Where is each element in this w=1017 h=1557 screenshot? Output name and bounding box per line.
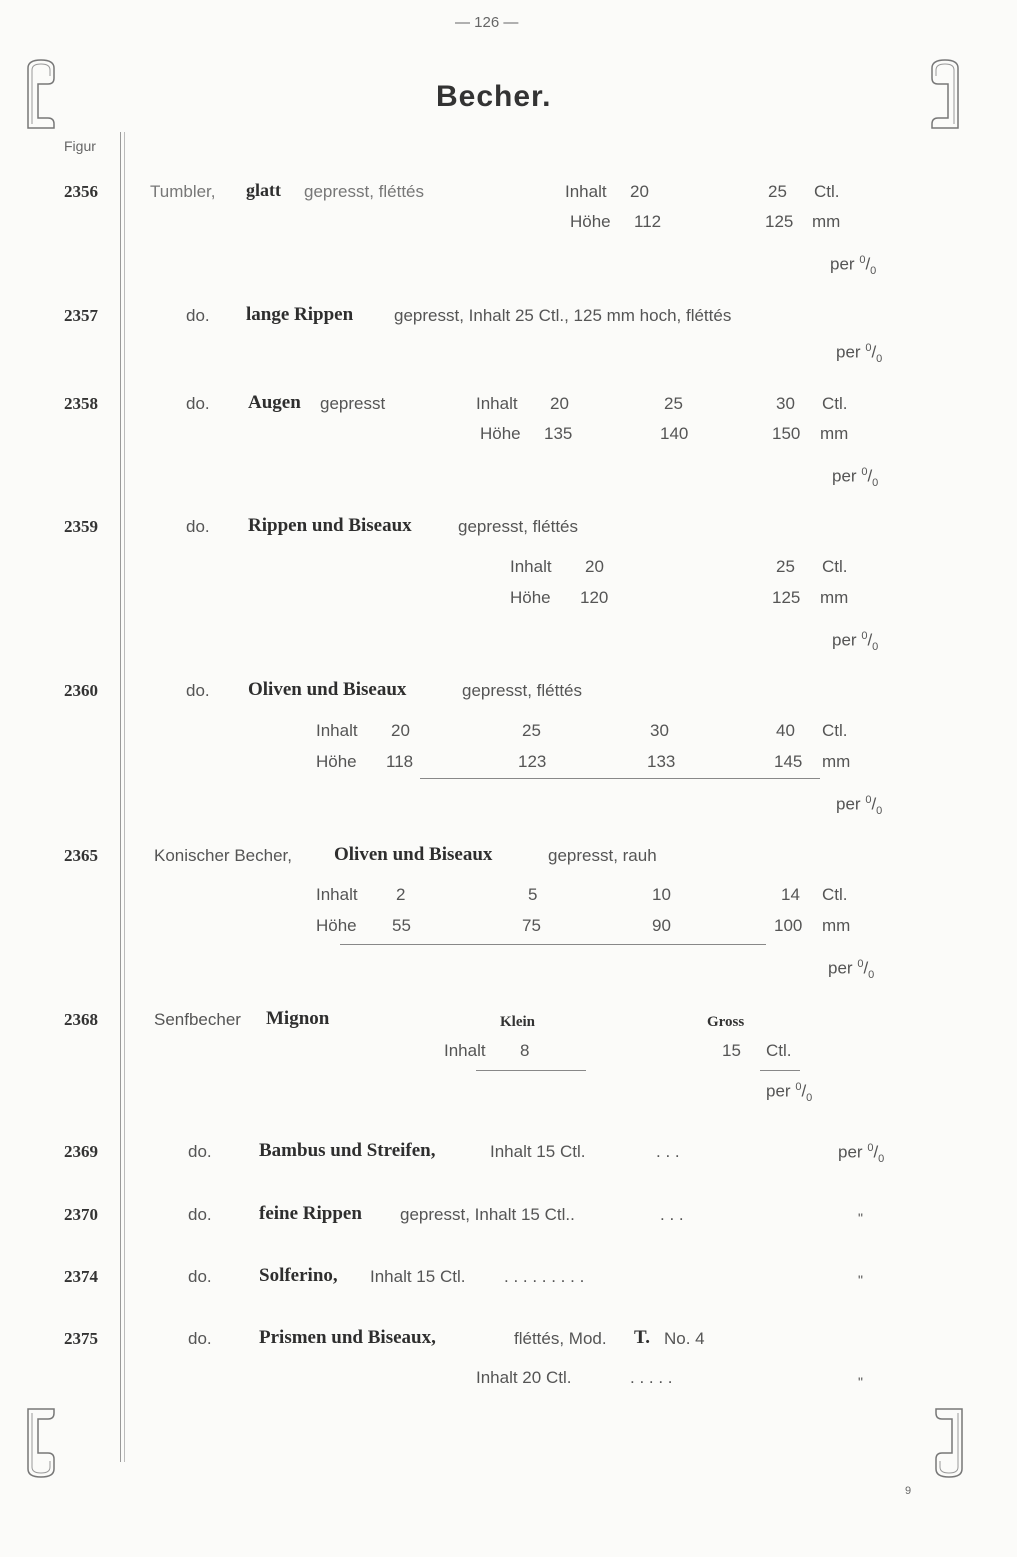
entry-description: gepresst, Inhalt 15 Ctl..: [400, 1205, 575, 1224]
hoehe-unit: mm: [822, 752, 851, 771]
entry-name: lange Rippen: [246, 304, 354, 325]
corner-ornament-icon: [932, 1405, 966, 1479]
inhalt-label: Inhalt: [565, 182, 607, 201]
inhalt-value: 20: [550, 394, 569, 413]
entry-description: Inhalt 15 Ctl.: [370, 1267, 466, 1286]
leader-dots: . . .: [660, 1205, 684, 1224]
per-label: per $^0/_0$: [832, 630, 879, 654]
footer-mark: 9: [905, 1485, 912, 1497]
entry-name: glatt: [246, 180, 281, 200]
column-divider-inner: [124, 132, 125, 1462]
per-label: per $^0/_0$: [836, 794, 883, 818]
entry-description: gepresst, fléttés: [304, 182, 425, 201]
entry-description: gepresst, fléttés: [462, 681, 583, 700]
size-gross-label: Gross: [707, 1014, 745, 1030]
hoehe-unit: mm: [820, 588, 849, 607]
model-letter: T.: [634, 1327, 651, 1348]
ditto-label: do.: [188, 1267, 212, 1286]
inhalt-value: 30: [650, 721, 669, 740]
entry-description: gepresst, Inhalt 25 Ctl., 125 mm hoch, fléttés: [394, 306, 732, 325]
inhalt-label: Inhalt: [316, 721, 358, 740]
hoehe-unit: mm: [812, 212, 841, 231]
column-divider: [120, 132, 121, 1462]
inhalt-label: Inhalt: [476, 394, 518, 413]
page-title: Becher.: [436, 80, 552, 113]
hoehe-value: 125: [772, 588, 801, 607]
corner-ornament-icon: [24, 58, 58, 132]
entry-name: Bambus und Streifen,: [259, 1140, 436, 1161]
inhalt-value: 40: [776, 721, 795, 740]
figure-number: 2369: [64, 1142, 98, 1161]
entry-name: Rippen und Biseaux: [248, 515, 412, 536]
leader-dots: . . . . .: [630, 1368, 673, 1387]
inhalt-value: 20: [585, 557, 604, 576]
per-label: per $^0/_0$: [832, 466, 879, 490]
page-number: — 126 —: [455, 14, 519, 31]
inhalt-value: 20: [391, 721, 410, 740]
hoehe-label: Höhe: [316, 916, 357, 935]
hoehe-label: Höhe: [480, 424, 521, 443]
figure-number: 2360: [64, 681, 98, 700]
inhalt-value: 25: [768, 182, 787, 201]
entry-description: gepresst: [320, 394, 386, 413]
hoehe-value: 100: [774, 916, 803, 935]
hoehe-value: 55: [392, 916, 411, 935]
entry-name: Mignon: [266, 1008, 330, 1029]
figure-number: 2358: [64, 394, 98, 413]
rule-line: [760, 1070, 800, 1071]
inhalt-value: 2: [396, 885, 406, 904]
entry-name: feine Rippen: [259, 1203, 362, 1224]
ditto-mark: ": [858, 1374, 863, 1390]
hoehe-value: 75: [522, 916, 541, 935]
entry-name: Augen: [248, 392, 301, 413]
hoehe-value: 135: [544, 424, 573, 443]
inhalt-unit: Ctl.: [822, 885, 848, 904]
inhalt-value: 30: [776, 394, 795, 413]
inhalt-unit: Ctl.: [822, 557, 848, 576]
inhalt-value: 8: [520, 1041, 530, 1060]
entry-description: gepresst, rauh: [548, 846, 657, 865]
figure-number: 2356: [64, 182, 98, 201]
per-label: per $^0/_0$: [836, 342, 883, 366]
leader-dots: . . . . . . . . .: [504, 1267, 585, 1286]
per-label: per $^0/_0$: [766, 1081, 813, 1105]
hoehe-value: 112: [634, 212, 662, 231]
hoehe-value: 120: [580, 588, 609, 607]
inhalt-unit: Ctl.: [822, 721, 848, 740]
figure-number: 2375: [64, 1329, 98, 1348]
model-number: No. 4: [664, 1329, 705, 1348]
hoehe-value: 90: [652, 916, 671, 935]
hoehe-label: Höhe: [510, 588, 551, 607]
inhalt-value: 25: [522, 721, 541, 740]
rule-line: [420, 778, 820, 779]
entry-description: gepresst, fléttés: [458, 517, 579, 536]
inhalt-value: 15: [722, 1041, 741, 1060]
inhalt-unit: Ctl.: [822, 394, 848, 413]
inhalt-value: 10: [652, 885, 671, 904]
hoehe-label: Höhe: [570, 212, 611, 231]
inhalt-label: Inhalt: [316, 885, 358, 904]
figure-number: 2368: [64, 1010, 98, 1029]
figure-number: 2357: [64, 306, 98, 325]
ditto-label: do.: [188, 1205, 212, 1224]
entry-name: Solferino,: [259, 1265, 338, 1286]
hoehe-value: 140: [660, 424, 689, 443]
ditto-label: do.: [186, 681, 210, 700]
inhalt-label: Inhalt: [510, 557, 552, 576]
ditto-label: do.: [186, 306, 210, 325]
per-label: per $^0/_0$: [828, 958, 875, 982]
per-label: per $^0/_0$: [830, 254, 877, 278]
hoehe-value: 133: [647, 752, 676, 771]
entry-prefix: Tumbler,: [150, 182, 216, 201]
entry-name: Oliven und Biseaux: [334, 844, 493, 865]
leader-dots: . . .: [656, 1142, 680, 1161]
hoehe-value: 150: [772, 424, 801, 443]
inhalt-value: 25: [664, 394, 683, 413]
inhalt-label: Inhalt: [444, 1041, 486, 1060]
hoehe-value: 123: [518, 752, 547, 771]
entry-description: Inhalt 15 Ctl.: [490, 1142, 586, 1161]
entry-description: fléttés, Mod.: [514, 1329, 607, 1348]
figure-number: 2365: [64, 846, 98, 865]
ditto-label: do.: [186, 517, 210, 536]
ditto-label: do.: [188, 1329, 212, 1348]
hoehe-value: 125: [765, 212, 794, 231]
corner-ornament-icon: [24, 1405, 58, 1479]
inhalt-value: 20: [630, 182, 649, 201]
hoehe-value: 118: [386, 752, 414, 771]
rule-line: [476, 1070, 586, 1071]
inhalt-value: 14: [781, 885, 800, 904]
inhalt-unit: Ctl.: [814, 182, 840, 201]
inhalt-value: 25: [776, 557, 795, 576]
ditto-label: do.: [188, 1142, 212, 1161]
ditto-label: do.: [186, 394, 210, 413]
inhalt-value: 5: [528, 885, 538, 904]
hoehe-unit: mm: [820, 424, 849, 443]
entry-name: Oliven und Biseaux: [248, 679, 407, 700]
entry-prefix: Senfbecher: [154, 1010, 241, 1029]
rule-line: [340, 944, 766, 945]
hoehe-unit: mm: [822, 916, 851, 935]
ditto-mark: ": [858, 1272, 863, 1288]
hoehe-label: Höhe: [316, 752, 357, 771]
corner-ornament-icon: [928, 58, 962, 132]
figure-number: 2370: [64, 1205, 98, 1224]
column-header-figur: Figur: [64, 138, 96, 154]
hoehe-value: 145: [774, 752, 803, 771]
entry-prefix: Konischer Becher,: [154, 846, 292, 865]
per-label: per $^0/_0$: [838, 1142, 885, 1166]
ditto-mark: ": [858, 1210, 863, 1226]
figure-number: 2374: [64, 1267, 98, 1286]
entry-name: Prismen und Biseaux,: [259, 1327, 436, 1348]
inhalt-line: Inhalt 20 Ctl.: [476, 1368, 572, 1387]
size-klein-label: Klein: [500, 1014, 536, 1030]
figure-number: 2359: [64, 517, 98, 536]
inhalt-unit: Ctl.: [766, 1041, 792, 1060]
